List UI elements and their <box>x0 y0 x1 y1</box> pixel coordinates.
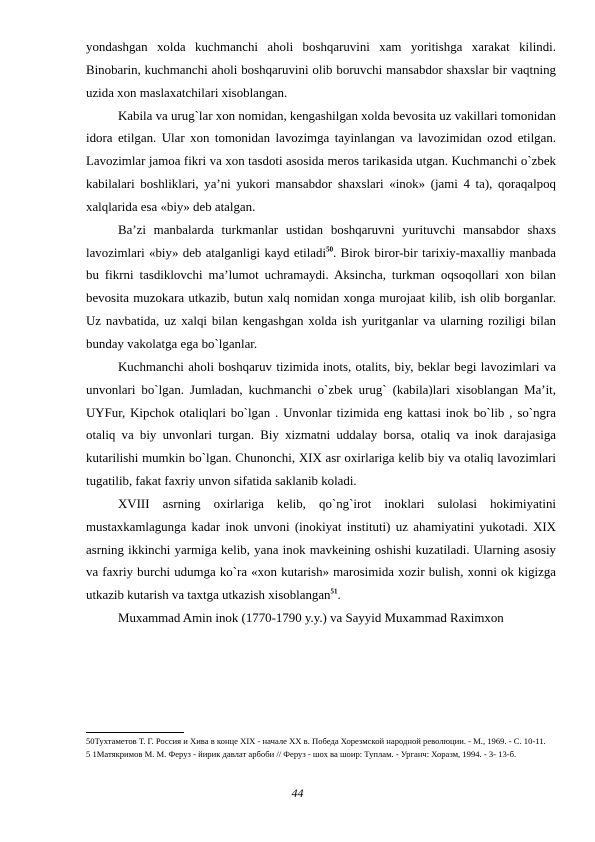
main-text <box>86 36 556 630</box>
footnote-ref-51[interactable]: 51 <box>330 587 338 596</box>
paragraph-5 <box>86 493 556 607</box>
footnote-51: 5 1Матякримов М. М. Феруз - йирик давлат арбоби // Феруз - шох ва шоир: Туплам. - Урганч: Хоразм, 1994. - 3- 13-б. <box>86 749 517 760</box>
paragraph-6 <box>86 607 556 630</box>
paragraph-text: Muxammad Amin inok (1770-1790 y.y.) va Sayyid Muxammad Raximxon <box>118 611 504 626</box>
footnote-50: 50Тухтаметов Т. Г. Россия и Хива в конце XIX - начале XX в. Победа Хорезмской народной революции. - М., 1969. - С. 10-11. <box>86 736 546 746</box>
paragraph-text-tail: . Birok biror-bir tarixiy-maxalliy manbada bu fikrni tasdiklovchi ma’lumot uchramaydi. Aksincha, turkman oqsoqollari xon bilan bevosita muzokara utkazib, butun xalq nomidan xonga murojaat kilib, ish olib borganlar. Uz navbatida, uz xalqi bilan kengashgan xolda ish yuritganlar va ularning roziligi bilan bunday vakolatga ega bo`lganlar. <box>86 245 556 351</box>
paragraph-text: Kuchmanchi aholi boshqaruv tizimida inots, otalits, biy, beklar begi lavozimlari va unvonlari bo`lgan. Jumladan, kuchmanchi o`zbek urug` (kabila)lari xisoblangan Ma’it, UYFur, Kipchok otaliqlari bo`lgan . Unvonlar tizimida eng kattasi inok bo`lib , so`ngra otaliq va biy unvonlari turgan. Biy xizmatni uddalay borsa, otaliq va inok darajasiga kutarilishi mumkin bo`lgan. Chunonchi, XIX asr oxirlariga kelib biy va otaliq lavozimlari tugatilib, fakat faxriy unvon sifatida saklanib koladi. <box>86 359 556 489</box>
paragraph-text: Ba’zi manbalarda turkmanlar ustidan boshqaruvni yurituvchi mansabdor shaxs lavozimlari «biy» deb atalganligi kayd etiladi <box>86 222 556 260</box>
paragraph-4 <box>86 356 556 493</box>
paragraph-text: Kabila va urug`lar xon nomidan, kengashilgan xolda bevosita uz vakillari tomonidan idora etilgan. Ular xon tomonidan lavozimga tayinlangan va lavozimidan ozod etilgan. Lavozimlar jamoa fikri va xon tasdoti asosida meros tarikasida utgan. Kuchmanchi o`zbek kabilalari boshliklari, ya’ni yukori mansabdor shaxslari «inok» (jami 4 ta), qoraqalpoq xalqlarida esa «biy» deb atalgan. <box>86 108 556 214</box>
footnotes <box>86 735 556 761</box>
footnote-ref-50[interactable]: 50 <box>326 245 334 254</box>
paragraph-1 <box>86 36 556 105</box>
paragraph-text: yondashgan xolda kuchmanchi aholi boshqaruvini xam yoritishga xarakat kilindi. Binobarin, kuchmanchi aholi boshqaruvini olib boruvchi mansabdor shaxslar bir vaqtning uzida xon maslaxatchilari xisoblangan. <box>86 40 556 100</box>
paragraph-text-tail: . <box>337 588 341 603</box>
paragraph-text: XVIII asrning oxirlariga kelib, qo`ng`irot inoklari sulolasi hokimiyatini mustaxkamlagunga kadar inok unvoni (inokiyat instituti) uz ahamiyatini yukotadi. XIX asrning ikkinchi yarmiga kelib, yana inok mavkeining oshishi kuzatiladi. Ularning asosiy va faxriy burchi udumga ko`ra «xon kutarish» marosimida xozir bulish, xonni ok kigizga utkazib kutarish va taxtga utkazish xisoblangan <box>86 496 556 603</box>
page-number: 44 <box>291 786 304 800</box>
paragraph-3 <box>86 219 556 356</box>
footnote-separator <box>86 732 184 733</box>
paragraph-2 <box>86 105 556 219</box>
